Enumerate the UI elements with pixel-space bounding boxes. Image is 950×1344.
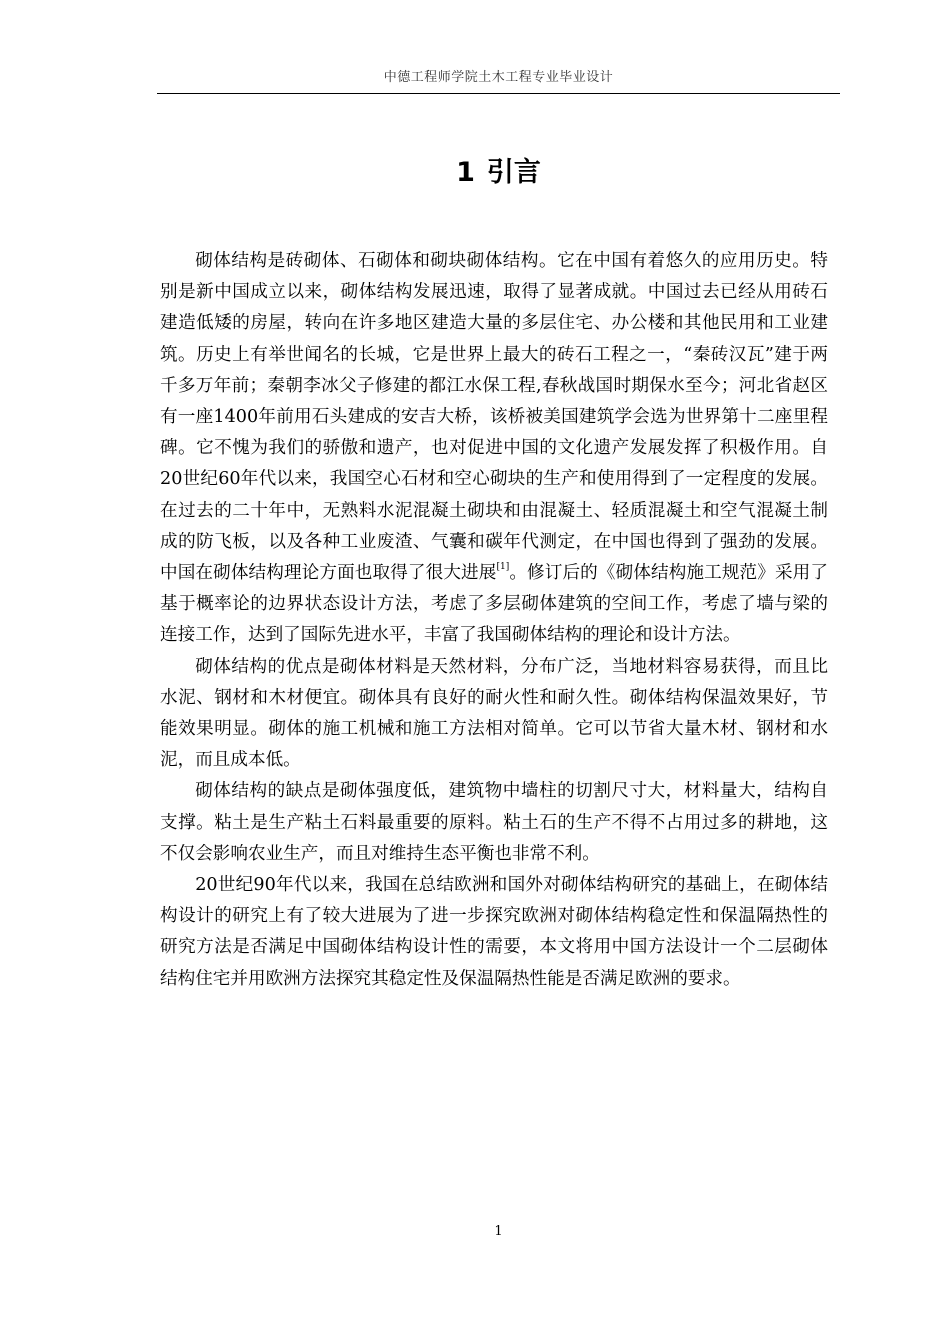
- paragraph-4: 20世纪90年代以来，我国在总结欧洲和国外对砌体结构研究的基础上，在砌体结构设计的研究上有了较大进展为了进一步探究欧洲对砌体结构稳定性和保温隔热性的研究方法是否满足中国砌体结构设计性的需要，本文将用中国方法设计一个二层砌体结构住宅并用欧洲方法探究其稳定性及保温隔热性能是否满足欧洲的要求。: [160, 875, 828, 989]
- page-header: 中德工程师学院土木工程专业毕业设计: [383, 70, 614, 85]
- body-text: [160, 246, 828, 995]
- chapter-title-text: 引言: [486, 157, 541, 188]
- paragraph-1-text: 砌体结构是砖砌体、石砌体和砌块砌体结构。它在中国有着悠久的应用历史。特别是新中国成立以来，砌体结构发展迅速，取得了显著成就。中国过去已经从用砖石建造低矮的房屋，转向在许多地区建造大量的多层住宅、办公楼和其他民用和工业建筑。历史上有举世闻名的长城，它是世界上最大的砖石工程之一，“秦砖汉瓦”建于两千多万年前；秦朝李冰父子修建的都江水保工程,春秋战国时期保水至今；河北省赵区有一座1400年前用石头建成的安吉大桥，该桥被美国建筑学会选为世界第十二座里程碑。它不愧为我们的骄傲和遗产，也对促进中国的文化遗产发展发挥了积极作用。自20世纪60年代以来，我国空心石材和空心砌块的生产和使用得到了一定程度的发展。在过去的二十年中，无熟料水泥混凝土砌块和由混凝土、轻质混凝土和空气混凝土制成的防飞板，以及各种工业废渣、气囊和碳年代测定，在中国也得到了强劲的发展。中国在砌体结构理论方面也取得了很大进展: [160, 251, 828, 584]
- page-number: 1: [494, 1224, 503, 1239]
- chapter-number: 1: [456, 157, 475, 188]
- citation-reference[interactable]: [1]: [496, 562, 510, 573]
- paragraph-3: 砌体结构的缺点是砌体强度低，建筑物中墙柱的切割尺寸大，材料量大，结构自支撑。粘土是生产粘土石料最重要的原料。粘土石的生产不得不占用过多的耕地，这不仅会影响农业生产，而且对维持生态平衡也非常不利。: [160, 781, 828, 864]
- chapter-title: [157, 150, 840, 189]
- paragraph-2: 砌体结构的优点是砌体材料是天然材料，分布广泛，当地材料容易获得，而且比水泥、钢材和木材便宜。砌体具有良好的耐火性和耐久性。砌体结构保温效果好，节能效果明显。砌体的施工机械和施工方法相对简单。它可以节省大量木材、钢材和水泥，而且成本低。: [160, 656, 828, 771]
- header-divider: [157, 93, 840, 94]
- paragraph-1: [160, 246, 828, 652]
- paragraph-1-text-cont: 。修订后的《砌体结构施工规范》采用了基于概率论的边界状态设计方法，考虑了多层砌体建筑的空间工作，考虑了墙与梁的连接工作，达到了国际先进水平，丰富了我国砌体结构的理论和设计方法。: [160, 563, 828, 646]
